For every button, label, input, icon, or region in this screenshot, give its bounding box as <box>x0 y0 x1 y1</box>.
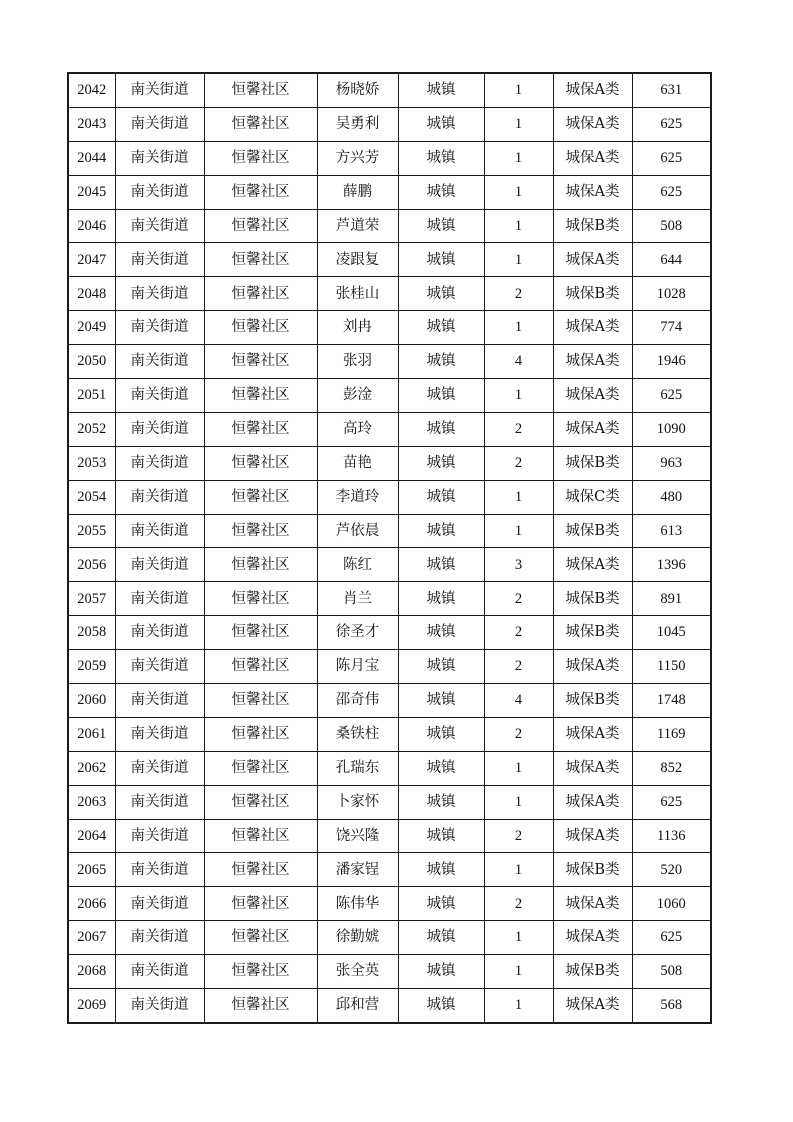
category-cell: 城保B类 <box>553 616 632 650</box>
household-size-cell: 1 <box>484 141 553 175</box>
amount-cell: 1090 <box>632 412 711 446</box>
household-size-cell: 1 <box>484 853 553 887</box>
name-cell: 孔瑞东 <box>317 751 398 785</box>
serial-no-cell: 2069 <box>68 989 115 1023</box>
serial-no-cell: 2058 <box>68 616 115 650</box>
street-cell: 南关街道 <box>115 345 204 379</box>
serial-no-cell: 2043 <box>68 107 115 141</box>
community-cell: 恒馨社区 <box>204 277 317 311</box>
area-type-cell: 城镇 <box>398 277 484 311</box>
category-cell: 城保B类 <box>553 955 632 989</box>
community-cell: 恒馨社区 <box>204 650 317 684</box>
amount-cell: 480 <box>632 480 711 514</box>
name-cell: 陈月宝 <box>317 650 398 684</box>
amount-cell: 1169 <box>632 717 711 751</box>
category-cell: 城保A类 <box>553 548 632 582</box>
serial-no-cell: 2054 <box>68 480 115 514</box>
area-type-cell: 城镇 <box>398 243 484 277</box>
serial-no-cell: 2046 <box>68 209 115 243</box>
roster-table <box>67 72 712 1024</box>
area-type-cell: 城镇 <box>398 582 484 616</box>
area-type-cell: 城镇 <box>398 819 484 853</box>
community-cell: 恒馨社区 <box>204 989 317 1023</box>
table-row <box>68 345 711 379</box>
name-cell: 肖兰 <box>317 582 398 616</box>
street-cell: 南关街道 <box>115 819 204 853</box>
street-cell: 南关街道 <box>115 480 204 514</box>
community-cell: 恒馨社区 <box>204 955 317 989</box>
street-cell: 南关街道 <box>115 684 204 718</box>
table-body <box>68 73 711 1023</box>
community-cell: 恒馨社区 <box>204 243 317 277</box>
area-type-cell: 城镇 <box>398 684 484 718</box>
serial-no-cell: 2061 <box>68 717 115 751</box>
name-cell: 陈伟华 <box>317 887 398 921</box>
area-type-cell: 城镇 <box>398 955 484 989</box>
category-cell: 城保B类 <box>553 209 632 243</box>
name-cell: 高玲 <box>317 412 398 446</box>
table-row <box>68 650 711 684</box>
street-cell: 南关街道 <box>115 243 204 277</box>
serial-no-cell: 2063 <box>68 785 115 819</box>
household-size-cell: 1 <box>484 955 553 989</box>
name-cell: 吴勇利 <box>317 107 398 141</box>
serial-no-cell: 2048 <box>68 277 115 311</box>
community-cell: 恒馨社区 <box>204 921 317 955</box>
name-cell: 徐圣才 <box>317 616 398 650</box>
table-row <box>68 582 711 616</box>
household-size-cell: 2 <box>484 819 553 853</box>
household-size-cell: 1 <box>484 514 553 548</box>
serial-no-cell: 2052 <box>68 412 115 446</box>
community-cell: 恒馨社区 <box>204 582 317 616</box>
street-cell: 南关街道 <box>115 73 204 107</box>
serial-no-cell: 2060 <box>68 684 115 718</box>
category-cell: 城保A类 <box>553 141 632 175</box>
amount-cell: 625 <box>632 107 711 141</box>
serial-no-cell: 2057 <box>68 582 115 616</box>
table-row <box>68 955 711 989</box>
household-size-cell: 1 <box>484 209 553 243</box>
community-cell: 恒馨社区 <box>204 107 317 141</box>
name-cell: 邱和营 <box>317 989 398 1023</box>
area-type-cell: 城镇 <box>398 853 484 887</box>
household-size-cell: 1 <box>484 175 553 209</box>
table-row <box>68 311 711 345</box>
household-size-cell: 2 <box>484 446 553 480</box>
serial-no-cell: 2044 <box>68 141 115 175</box>
street-cell: 南关街道 <box>115 989 204 1023</box>
category-cell: 城保A类 <box>553 73 632 107</box>
area-type-cell: 城镇 <box>398 751 484 785</box>
community-cell: 恒馨社区 <box>204 446 317 480</box>
amount-cell: 1946 <box>632 345 711 379</box>
category-cell: 城保A类 <box>553 751 632 785</box>
table-row <box>68 717 711 751</box>
household-size-cell: 1 <box>484 785 553 819</box>
area-type-cell: 城镇 <box>398 379 484 413</box>
street-cell: 南关街道 <box>115 548 204 582</box>
household-size-cell: 2 <box>484 277 553 311</box>
name-cell: 凌跟复 <box>317 243 398 277</box>
community-cell: 恒馨社区 <box>204 412 317 446</box>
area-type-cell: 城镇 <box>398 345 484 379</box>
household-size-cell: 1 <box>484 989 553 1023</box>
serial-no-cell: 2042 <box>68 73 115 107</box>
serial-no-cell: 2050 <box>68 345 115 379</box>
table-row <box>68 412 711 446</box>
name-cell: 邵奇伟 <box>317 684 398 718</box>
household-size-cell: 2 <box>484 616 553 650</box>
table-row <box>68 243 711 277</box>
amount-cell: 774 <box>632 311 711 345</box>
household-size-cell: 2 <box>484 650 553 684</box>
category-cell: 城保A类 <box>553 650 632 684</box>
category-cell: 城保A类 <box>553 717 632 751</box>
community-cell: 恒馨社区 <box>204 785 317 819</box>
category-cell: 城保A类 <box>553 819 632 853</box>
amount-cell: 625 <box>632 379 711 413</box>
area-type-cell: 城镇 <box>398 141 484 175</box>
community-cell: 恒馨社区 <box>204 345 317 379</box>
household-size-cell: 2 <box>484 412 553 446</box>
street-cell: 南关街道 <box>115 582 204 616</box>
street-cell: 南关街道 <box>115 311 204 345</box>
name-cell: 芦依晨 <box>317 514 398 548</box>
street-cell: 南关街道 <box>115 717 204 751</box>
serial-no-cell: 2055 <box>68 514 115 548</box>
table-row <box>68 446 711 480</box>
name-cell: 方兴芳 <box>317 141 398 175</box>
household-size-cell: 4 <box>484 684 553 718</box>
street-cell: 南关街道 <box>115 921 204 955</box>
street-cell: 南关街道 <box>115 514 204 548</box>
area-type-cell: 城镇 <box>398 887 484 921</box>
category-cell: 城保B类 <box>553 853 632 887</box>
table-row <box>68 277 711 311</box>
area-type-cell: 城镇 <box>398 717 484 751</box>
name-cell: 刘冉 <box>317 311 398 345</box>
serial-no-cell: 2051 <box>68 379 115 413</box>
area-type-cell: 城镇 <box>398 311 484 345</box>
table-row <box>68 853 711 887</box>
community-cell: 恒馨社区 <box>204 175 317 209</box>
name-cell: 杨晓娇 <box>317 73 398 107</box>
community-cell: 恒馨社区 <box>204 853 317 887</box>
name-cell: 李道玲 <box>317 480 398 514</box>
category-cell: 城保B类 <box>553 446 632 480</box>
serial-no-cell: 2064 <box>68 819 115 853</box>
category-cell: 城保B类 <box>553 514 632 548</box>
name-cell: 张桂山 <box>317 277 398 311</box>
street-cell: 南关街道 <box>115 853 204 887</box>
community-cell: 恒馨社区 <box>204 480 317 514</box>
table-row <box>68 73 711 107</box>
household-size-cell: 1 <box>484 751 553 785</box>
street-cell: 南关街道 <box>115 412 204 446</box>
community-cell: 恒馨社区 <box>204 514 317 548</box>
category-cell: 城保A类 <box>553 785 632 819</box>
area-type-cell: 城镇 <box>398 209 484 243</box>
category-cell: 城保A类 <box>553 311 632 345</box>
table-row <box>68 480 711 514</box>
name-cell: 芦道荣 <box>317 209 398 243</box>
name-cell: 潘家锃 <box>317 853 398 887</box>
name-cell: 苗艳 <box>317 446 398 480</box>
area-type-cell: 城镇 <box>398 480 484 514</box>
category-cell: 城保A类 <box>553 243 632 277</box>
household-size-cell: 1 <box>484 379 553 413</box>
amount-cell: 631 <box>632 73 711 107</box>
serial-no-cell: 2053 <box>68 446 115 480</box>
community-cell: 恒馨社区 <box>204 819 317 853</box>
table-row <box>68 751 711 785</box>
community-cell: 恒馨社区 <box>204 751 317 785</box>
community-cell: 恒馨社区 <box>204 548 317 582</box>
street-cell: 南关街道 <box>115 107 204 141</box>
household-size-cell: 1 <box>484 921 553 955</box>
name-cell: 张全英 <box>317 955 398 989</box>
area-type-cell: 城镇 <box>398 921 484 955</box>
amount-cell: 963 <box>632 446 711 480</box>
community-cell: 恒馨社区 <box>204 616 317 650</box>
street-cell: 南关街道 <box>115 887 204 921</box>
household-size-cell: 1 <box>484 107 553 141</box>
household-size-cell: 2 <box>484 887 553 921</box>
area-type-cell: 城镇 <box>398 175 484 209</box>
serial-no-cell: 2062 <box>68 751 115 785</box>
street-cell: 南关街道 <box>115 955 204 989</box>
community-cell: 恒馨社区 <box>204 141 317 175</box>
amount-cell: 1028 <box>632 277 711 311</box>
street-cell: 南关街道 <box>115 379 204 413</box>
amount-cell: 508 <box>632 209 711 243</box>
amount-cell: 625 <box>632 921 711 955</box>
amount-cell: 1045 <box>632 616 711 650</box>
area-type-cell: 城镇 <box>398 446 484 480</box>
serial-no-cell: 2065 <box>68 853 115 887</box>
amount-cell: 1150 <box>632 650 711 684</box>
table-row <box>68 209 711 243</box>
serial-no-cell: 2056 <box>68 548 115 582</box>
category-cell: 城保B类 <box>553 277 632 311</box>
category-cell: 城保A类 <box>553 379 632 413</box>
area-type-cell: 城镇 <box>398 514 484 548</box>
area-type-cell: 城镇 <box>398 412 484 446</box>
area-type-cell: 城镇 <box>398 548 484 582</box>
name-cell: 桑铁柱 <box>317 717 398 751</box>
name-cell: 饶兴隆 <box>317 819 398 853</box>
area-type-cell: 城镇 <box>398 650 484 684</box>
category-cell: 城保A类 <box>553 412 632 446</box>
category-cell: 城保B类 <box>553 582 632 616</box>
area-type-cell: 城镇 <box>398 73 484 107</box>
street-cell: 南关街道 <box>115 751 204 785</box>
community-cell: 恒馨社区 <box>204 684 317 718</box>
serial-no-cell: 2066 <box>68 887 115 921</box>
name-cell: 张羽 <box>317 345 398 379</box>
category-cell: 城保A类 <box>553 175 632 209</box>
household-size-cell: 1 <box>484 243 553 277</box>
serial-no-cell: 2047 <box>68 243 115 277</box>
street-cell: 南关街道 <box>115 446 204 480</box>
street-cell: 南关街道 <box>115 650 204 684</box>
table-row <box>68 514 711 548</box>
household-size-cell: 1 <box>484 73 553 107</box>
table-row <box>68 616 711 650</box>
street-cell: 南关街道 <box>115 175 204 209</box>
table-row <box>68 819 711 853</box>
amount-cell: 508 <box>632 955 711 989</box>
amount-cell: 625 <box>632 141 711 175</box>
street-cell: 南关街道 <box>115 277 204 311</box>
area-type-cell: 城镇 <box>398 107 484 141</box>
name-cell: 薛鹏 <box>317 175 398 209</box>
amount-cell: 1060 <box>632 887 711 921</box>
table-row <box>68 684 711 718</box>
category-cell: 城保A类 <box>553 989 632 1023</box>
household-size-cell: 3 <box>484 548 553 582</box>
serial-no-cell: 2049 <box>68 311 115 345</box>
amount-cell: 625 <box>632 785 711 819</box>
serial-no-cell: 2059 <box>68 650 115 684</box>
community-cell: 恒馨社区 <box>204 311 317 345</box>
amount-cell: 1396 <box>632 548 711 582</box>
table-row <box>68 107 711 141</box>
area-type-cell: 城镇 <box>398 989 484 1023</box>
table-row <box>68 887 711 921</box>
area-type-cell: 城镇 <box>398 785 484 819</box>
community-cell: 恒馨社区 <box>204 379 317 413</box>
household-size-cell: 4 <box>484 345 553 379</box>
serial-no-cell: 2067 <box>68 921 115 955</box>
community-cell: 恒馨社区 <box>204 887 317 921</box>
amount-cell: 613 <box>632 514 711 548</box>
category-cell: 城保A类 <box>553 345 632 379</box>
serial-no-cell: 2068 <box>68 955 115 989</box>
street-cell: 南关街道 <box>115 616 204 650</box>
table-row <box>68 141 711 175</box>
amount-cell: 568 <box>632 989 711 1023</box>
amount-cell: 891 <box>632 582 711 616</box>
household-size-cell: 1 <box>484 480 553 514</box>
amount-cell: 1748 <box>632 684 711 718</box>
table-row <box>68 175 711 209</box>
category-cell: 城保C类 <box>553 480 632 514</box>
table-row <box>68 785 711 819</box>
name-cell: 陈红 <box>317 548 398 582</box>
name-cell: 卜家怀 <box>317 785 398 819</box>
household-size-cell: 2 <box>484 582 553 616</box>
community-cell: 恒馨社区 <box>204 209 317 243</box>
table-row <box>68 989 711 1023</box>
street-cell: 南关街道 <box>115 785 204 819</box>
name-cell: 徐勤婋 <box>317 921 398 955</box>
amount-cell: 520 <box>632 853 711 887</box>
name-cell: 彭淦 <box>317 379 398 413</box>
table-row <box>68 379 711 413</box>
serial-no-cell: 2045 <box>68 175 115 209</box>
amount-cell: 625 <box>632 175 711 209</box>
amount-cell: 852 <box>632 751 711 785</box>
category-cell: 城保A类 <box>553 887 632 921</box>
household-size-cell: 1 <box>484 311 553 345</box>
area-type-cell: 城镇 <box>398 616 484 650</box>
street-cell: 南关街道 <box>115 141 204 175</box>
community-cell: 恒馨社区 <box>204 717 317 751</box>
table-row <box>68 921 711 955</box>
street-cell: 南关街道 <box>115 209 204 243</box>
category-cell: 城保A类 <box>553 921 632 955</box>
amount-cell: 644 <box>632 243 711 277</box>
community-cell: 恒馨社区 <box>204 73 317 107</box>
household-size-cell: 2 <box>484 717 553 751</box>
category-cell: 城保B类 <box>553 684 632 718</box>
category-cell: 城保A类 <box>553 107 632 141</box>
amount-cell: 1136 <box>632 819 711 853</box>
table-row <box>68 548 711 582</box>
